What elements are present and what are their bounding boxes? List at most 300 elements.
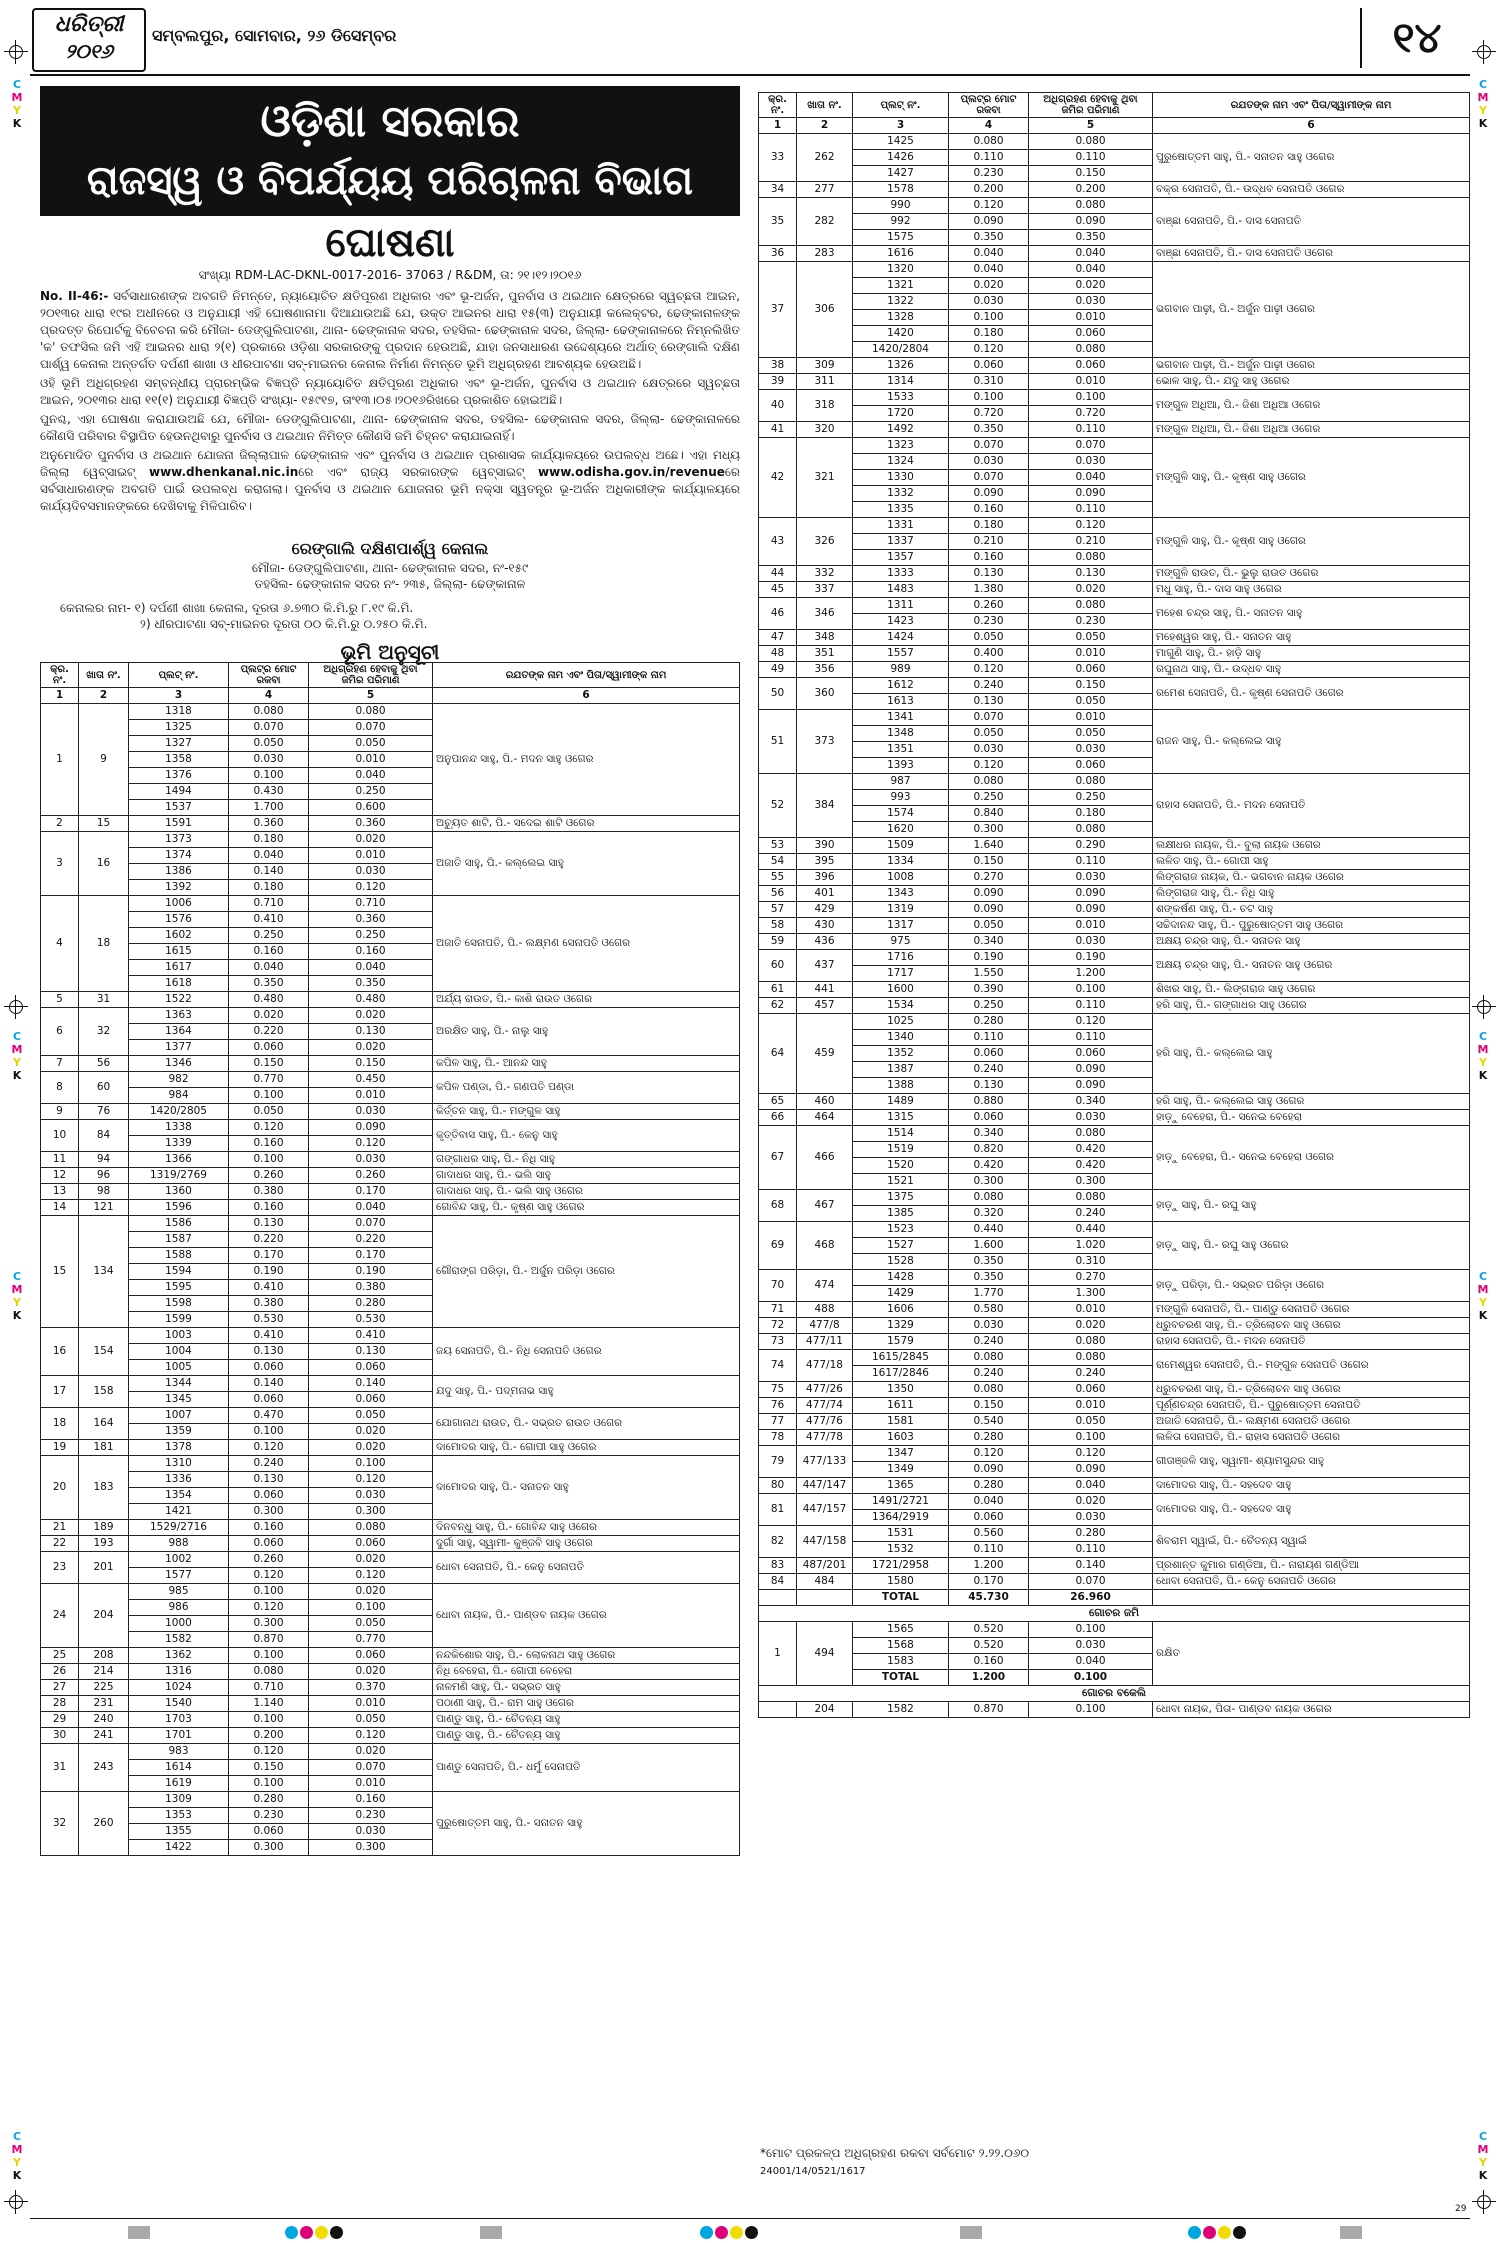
- plot-cell: 1360: [129, 1184, 229, 1200]
- print-gray-patch: [1340, 2224, 1362, 2238]
- khata-cell: 466: [797, 1126, 853, 1190]
- total-area-cell: 0.120: [229, 1600, 309, 1616]
- owner-name-cell: ରାଜନ ସାହୁ, ପି.- କଲ୍ଲେଇ ସାହୁ: [1153, 710, 1470, 774]
- plot-cell: 1386: [129, 864, 229, 880]
- acquire-area-cell: 0.010: [1029, 374, 1153, 390]
- table-row: [759, 934, 1470, 950]
- total-area-cell: 0.040: [949, 262, 1029, 278]
- total-area-cell: 0.720: [949, 406, 1029, 422]
- serial-cell: 18: [41, 1408, 79, 1440]
- plot-cell: 1577: [129, 1568, 229, 1584]
- table-row: [759, 422, 1470, 438]
- acquire-area-cell: 0.070: [1029, 1574, 1153, 1590]
- serial-cell: 51: [759, 710, 797, 774]
- table-row: [41, 1072, 740, 1088]
- owner-name-cell: ଗାଦାଧର ସାହୁ, ପି.- ଭଲି ସାହୁ: [433, 1168, 740, 1184]
- table-row: [759, 886, 1470, 902]
- acquire-area-cell: 0.060: [309, 1392, 433, 1408]
- acquire-area-cell: 0.030: [309, 864, 433, 880]
- table-row: [759, 1430, 1470, 1446]
- acquire-area-cell: 0.040: [1029, 1654, 1153, 1670]
- serial-cell: 74: [759, 1350, 797, 1382]
- serial-cell: 52: [759, 774, 797, 838]
- acquire-area-cell: 0.120: [309, 1568, 433, 1584]
- table-header-row: [41, 663, 740, 688]
- notice-paragraph-3: ପୁନଶ୍ଚ, ଏହା ଘୋଷଣା କରାଯାଉଅଛି ଯେ, ମୌଜା- ଡେଙ୍ଗୁଲିପାଟଣା, ଥାନା- ଢେଙ୍କାନାଳ ସଦର, ତହସିଲ- ଢେଙ୍କାନାଳ ସଦର, ଜିଲ୍ଲା- ଢେଙ୍କାନାଳରେ କୌଣସି ପରିବାର ବିସ୍ଥାପିତ ହେଉନଥିବାରୁ ପୁନର୍ବାସ ଓ ଥଇଥାନ ନିମିତ୍ତ କୌଣସି ଜମି ଚିହ୍ନଟ କରାଯାଇନାହିଁ।: [40, 412, 740, 443]
- serial-cell: 68: [759, 1190, 797, 1222]
- plot-cell: 1332: [853, 486, 949, 502]
- total-area-cell: 0.110: [949, 150, 1029, 166]
- total-area-cell: 0.350: [949, 1270, 1029, 1286]
- plot-cell: 1336: [129, 1472, 229, 1488]
- plot-cell: 1616: [853, 246, 949, 262]
- plot-cell: 1509: [853, 838, 949, 854]
- canal-project-title: ରେଙ୍ଗାଲି ଦକ୍ଷିଣପାର୍ଶ୍ୱ କେନାଲ: [291, 539, 489, 558]
- total-area-cell: 0.070: [229, 720, 309, 736]
- print-gray-patch: [128, 2224, 150, 2238]
- total-area-cell: 0.040: [229, 848, 309, 864]
- acquire-area-cell: 0.180: [1029, 806, 1153, 822]
- total-area-cell: 0.250: [949, 790, 1029, 806]
- plot-cell: 1420/2805: [129, 1104, 229, 1120]
- notice-paragraph-4: ଅନୁମୋଦିତ ପୁନର୍ବାସ ଓ ଥଇଥାନ ଯୋଜନା ଜିଲ୍ଲାପାଳ ଢେଙ୍କାନାଳ ଏବଂ ପୁନର୍ବାସ ଓ ଥଇଥାନ ପ୍ରଶାସକ କାର୍ଯ୍ୟାଳୟରେ ଉପଲବ୍ଧ ଅଛେ। ଏହା ମଧ୍ୟ ଜିଲ୍ଲା ୱେବ୍‌ସାଇଟ୍ www.dhenkanal.nic.inରେ ଏବଂ ରାଜ୍ୟ ସରକାରଙ୍କ ୱେବ୍‌ସାଇଟ୍ www.odisha.gov.in/revenueରେ ସର୍ବସାଧାରଣଙ୍କ ଅବଗତି ପାଇଁ ଉପଲବ୍ଧ କରାଗଲା। ପୁନର୍ବାସ ଓ ଥଇଥାନ ଯୋଜନାର ଭୂମି ନକ୍ସା ସ୍ୱତନ୍ତ୍ର ଭୂ-ଅର୍ଜନ ଅଧିକାରୀଙ୍କ କାର୍ଯ୍ୟାଳୟରେ କାର୍ଯ୍ୟଦିବସମାନଙ୍କରେ ଦେଖିବାକୁ ମିଳିପାରିବ।: [40, 448, 740, 513]
- acquire-area-cell: 0.220: [309, 1232, 433, 1248]
- serial-cell: 29: [41, 1712, 79, 1728]
- khata-cell: 204: [79, 1584, 129, 1648]
- khata-cell: 477/18: [797, 1350, 853, 1382]
- khata-cell: 429: [797, 902, 853, 918]
- serial-cell: 55: [759, 870, 797, 886]
- registration-crosshair-icon: [1472, 995, 1496, 1019]
- total-area-cell: 0.420: [949, 1158, 1029, 1174]
- khata-cell: 437: [797, 950, 853, 982]
- serial-cell: 71: [759, 1302, 797, 1318]
- total-area-cell: 0.280: [229, 1792, 309, 1808]
- owner-name-cell: ବକ୍ର ସେନାପତି, ପି.- ଉଦ୍ଧବ ସେନାପତି ଓଗେର: [1153, 182, 1470, 198]
- column-number-row: 1 2 3 4 5 6: [759, 118, 1470, 134]
- plot-cell: 1581: [853, 1414, 949, 1430]
- total-area-cell: 0.120: [949, 1446, 1029, 1462]
- khata-cell: 384: [797, 774, 853, 838]
- serial-cell: 27: [41, 1680, 79, 1696]
- total-area-cell: 1.550: [949, 966, 1029, 982]
- serial-cell: 45: [759, 582, 797, 598]
- plot-cell: 1615/2845: [853, 1350, 949, 1366]
- acquire-area-cell: 0.110: [1029, 502, 1153, 518]
- acquire-area-cell: 0.010: [1029, 1398, 1153, 1414]
- banner-line-2: ରାଜସ୍ୱ ଓ ବିପର୍ଯ୍ୟୟ ପରିଚାଳନା ବିଭାଗ: [86, 158, 694, 204]
- total-area-cell: 0.280: [949, 1014, 1029, 1030]
- serial-cell: 72: [759, 1318, 797, 1334]
- acquire-area-cell: 0.150: [1029, 678, 1153, 694]
- total-area-cell: 0.080: [229, 1664, 309, 1680]
- khata-cell: 464: [797, 1110, 853, 1126]
- plot-cell: 1574: [853, 806, 949, 822]
- khata-cell: 96: [79, 1168, 129, 1184]
- table-row: [759, 902, 1470, 918]
- bottom-rule: [30, 2218, 1470, 2219]
- plot-cell: 1527: [853, 1238, 949, 1254]
- acquire-area-cell: 0.070: [1029, 438, 1153, 454]
- plot-cell: 1024: [129, 1680, 229, 1696]
- khata-cell: 477/76: [797, 1414, 853, 1430]
- khata-cell: 460: [797, 1094, 853, 1110]
- total-area-cell: 0.350: [949, 1254, 1029, 1270]
- total-area-cell: 0.300: [229, 1616, 309, 1632]
- acquire-area-cell: 0.360: [309, 912, 433, 928]
- acquire-area-cell: 0.020: [1029, 582, 1153, 598]
- serial-cell: 16: [41, 1328, 79, 1376]
- plot-cell: 1344: [129, 1376, 229, 1392]
- total-area-cell: 0.060: [229, 1040, 309, 1056]
- plot-cell: 1319: [853, 902, 949, 918]
- small-page-number: 29: [1455, 2204, 1467, 2214]
- acquire-area-cell: 0.170: [309, 1184, 433, 1200]
- plot-cell: 1420/2804: [853, 342, 949, 358]
- total-area-cell: 0.100: [229, 1424, 309, 1440]
- cmyk-mark: C M Y K: [11, 78, 23, 130]
- khata-cell: 158: [79, 1376, 129, 1408]
- khata-cell: 396: [797, 870, 853, 886]
- total-area-sum: 1.200: [949, 1670, 1029, 1686]
- table-row: [759, 710, 1470, 726]
- owner-name-cell: ରମେଶ ସେନାପତି, ପି.- କୃଷ୍ଣ ସେନାପତି ଓଗେର: [1153, 678, 1470, 710]
- owner-name-cell: କିର୍ତ୍ତନ ସାହୁ, ପି.- ମଙ୍ଗୁଳ ସାହୁ: [433, 1104, 740, 1120]
- owner-name-cell: ରଘୁନାଥ ସାହୁ, ପି.- ଉଦ୍ଧବ ସାହୁ: [1153, 662, 1470, 678]
- acquire-area-cell: 0.030: [1029, 1110, 1153, 1126]
- khata-cell: 214: [79, 1664, 129, 1680]
- serial-cell: 15: [41, 1216, 79, 1328]
- acquire-area-cell: 0.010: [309, 1088, 433, 1104]
- owner-name-cell: ଅଜାତି ସେନାପତି, ପି.- ଲକ୍ଷ୍ମଣ ସେନାପତି ଓଗେର: [433, 896, 740, 992]
- total-area-cell: 0.130: [229, 1344, 309, 1360]
- acquire-area-cell: 0.030: [1029, 1510, 1153, 1526]
- total-area-cell: 0.340: [949, 1126, 1029, 1142]
- khata-cell: 348: [797, 630, 853, 646]
- owner-name-cell: ଶଙ୍କର୍ଷଣ ସାହୁ, ପି.- ଚଟ ସାହୁ: [1153, 902, 1470, 918]
- khata-cell: 31: [79, 992, 129, 1008]
- total-area-cell: 1.700: [229, 800, 309, 816]
- total-area-cell: 0.770: [229, 1072, 309, 1088]
- plot-cell: 1420: [853, 326, 949, 342]
- plot-cell: 1614: [129, 1760, 229, 1776]
- serial-cell: 30: [41, 1728, 79, 1744]
- total-area-cell: 0.160: [229, 1520, 309, 1536]
- table-header-row: [759, 93, 1470, 118]
- state-website-link[interactable]: www.odisha.gov.in/revenue: [538, 465, 725, 479]
- table-row: [759, 1558, 1470, 1574]
- owner-name-cell: ଭୋଳ ସାହୁ, ପି.- ଯଦୁ ସାହୁ ଓଗେର: [1153, 374, 1470, 390]
- acquire-area-cell: 0.100: [1029, 982, 1153, 998]
- acquire-area-cell: 0.420: [1029, 1158, 1153, 1174]
- acquire-area-cell: 0.020: [1029, 1494, 1153, 1510]
- serial-cell: 44: [759, 566, 797, 582]
- owner-name-cell: ଯୋଗାନାଥ ରାଉତ, ପି.- ସଭ୍ରତ ରାଉତ ଓଗେର: [433, 1408, 740, 1440]
- plot-cell: 1522: [129, 992, 229, 1008]
- plot-cell: 1309: [129, 1792, 229, 1808]
- acquire-area-cell: 0.050: [309, 1616, 433, 1632]
- plot-cell: 1537: [129, 800, 229, 816]
- gray-patch-icon: [960, 2226, 982, 2239]
- owner-name-cell: ଦାମୋଦର ସାହୁ, ପି.- ସହଦେବ ସାହୁ: [1153, 1478, 1470, 1494]
- plot-cell: 1337: [853, 534, 949, 550]
- khata-cell: 241: [79, 1728, 129, 1744]
- table-row: [759, 982, 1470, 998]
- total-area-cell: 0.060: [229, 1536, 309, 1552]
- khata-cell: 477/78: [797, 1430, 853, 1446]
- plot-cell: 1595: [129, 1280, 229, 1296]
- total-area-cell: 0.070: [949, 710, 1029, 726]
- plot-cell: 1345: [129, 1392, 229, 1408]
- plot-cell: 1617: [129, 960, 229, 976]
- total-area-cell: 0.410: [229, 912, 309, 928]
- total-area-cell: 0.120: [949, 758, 1029, 774]
- header-khata: ଖାତା ନଂ.: [797, 93, 853, 118]
- total-area-cell: 0.090: [949, 214, 1029, 230]
- total-area-cell: 0.030: [229, 752, 309, 768]
- total-area-cell: 0.410: [229, 1280, 309, 1296]
- district-website-link[interactable]: www.dhenkanal.nic.in: [149, 465, 299, 479]
- acquire-area-cell: 0.060: [309, 1360, 433, 1376]
- owner-name-cell: ରକ୍ଷିତ: [1153, 1622, 1470, 1686]
- plot-cell: 1582: [853, 1702, 949, 1718]
- serial-cell: 10: [41, 1120, 79, 1152]
- acquire-area-cell: 0.350: [1029, 230, 1153, 246]
- acquire-area-cell: 0.080: [1029, 1334, 1153, 1350]
- acquire-area-cell: 0.020: [309, 1584, 433, 1600]
- khata-cell: 373: [797, 710, 853, 774]
- masthead: [32, 8, 1472, 72]
- total-area-cell: 0.150: [949, 1398, 1029, 1414]
- plot-cell: 1529/2716: [129, 1520, 229, 1536]
- khata-cell: 488: [797, 1302, 853, 1318]
- plot-cell: 1000: [129, 1616, 229, 1632]
- plot-cell: 1325: [129, 720, 229, 736]
- total-area-cell: 0.060: [229, 1824, 309, 1840]
- plot-cell: 986: [129, 1600, 229, 1616]
- owner-name-cell: ହାଡ଼ୁ ପରିଡ଼ା, ପି.- ସଭ୍ରତ ପରିଡ଼ା ଓଗେର: [1153, 1270, 1470, 1302]
- canal-item-2: ୨) ଧୀରପାଟଣା ସବ୍-ମାଇନର ଦୂରତା ୦୦ କି.ମି.ରୁ ୦.୨୫୦ କି.ମି.: [140, 617, 428, 631]
- plot-cell: 1565: [853, 1622, 949, 1638]
- total-area-cell: 0.120: [229, 1440, 309, 1456]
- plot-cell: 1318: [129, 704, 229, 720]
- acquire-area-cell: 0.080: [309, 1520, 433, 1536]
- registration-crosshair-icon: [1472, 40, 1496, 64]
- serial-cell: 42: [759, 438, 797, 518]
- total-area-cell: 0.300: [229, 1504, 309, 1520]
- serial-cell: 21: [41, 1520, 79, 1536]
- serial-cell: 2: [41, 816, 79, 832]
- khata-cell: 283: [797, 246, 853, 262]
- acquire-area-cell: 0.020: [309, 1040, 433, 1056]
- total-area-cell: 0.120: [949, 342, 1029, 358]
- serial-cell: 39: [759, 374, 797, 390]
- plot-cell: 1716: [853, 950, 949, 966]
- owner-name-cell: ମଙ୍ଗୁଳି ସାହୁ, ପି.- କୃଷ୍ଣ ସାହୁ ଓଗେର: [1153, 438, 1470, 518]
- acquire-area-cell: 0.240: [1029, 1206, 1153, 1222]
- total-area-cell: 0.060: [949, 1110, 1029, 1126]
- acquire-area-cell: 0.150: [1029, 166, 1153, 182]
- owner-name-cell: ଧ୍ରୁବଚରଣ ସାହୁ, ପି.- ତ୍ରିଲୋଚନ ସାହୁ ଓଗେର: [1153, 1318, 1470, 1334]
- serial-cell: 37: [759, 262, 797, 358]
- acquire-area-cell: 0.020: [309, 1664, 433, 1680]
- header-plot: ପ୍ଲଟ୍ ନଂ.: [129, 663, 229, 688]
- total-area-cell: 0.160: [949, 502, 1029, 518]
- acquire-area-cell: 0.120: [309, 880, 433, 896]
- owner-name-cell: ଲିଙ୍ଗରାଜ ନାୟକ, ପି.- ଭଗବାନ ନାୟକ ଓଗେର: [1153, 870, 1470, 886]
- acquire-area-cell: 1.200: [1029, 966, 1153, 982]
- acquire-area-cell: 0.530: [309, 1312, 433, 1328]
- khata-cell: 430: [797, 918, 853, 934]
- acquire-area-cell: 0.100: [1029, 1702, 1153, 1718]
- acquire-area-cell: 0.080: [1029, 198, 1153, 214]
- total-area-cell: 0.240: [949, 1366, 1029, 1382]
- khata-cell: 282: [797, 198, 853, 246]
- total-area-cell: 0.080: [229, 704, 309, 720]
- owner-name-cell: ରାହାସ ସେନାପତି, ପି.- ମଦନ ସେନାପତି: [1153, 1334, 1470, 1350]
- owner-name-cell: ମହେଶ୍ୱର ସାହୁ, ପି.- ସନାତନ ସାହୁ: [1153, 630, 1470, 646]
- plot-cell: 1615: [129, 944, 229, 960]
- header-serial: କ୍ର. ନଂ.: [41, 663, 79, 688]
- total-area-cell: 0.100: [229, 1648, 309, 1664]
- total-label: TOTAL: [853, 1590, 949, 1606]
- acquire-area-cell: 0.030: [1029, 454, 1153, 470]
- acquire-area-cell: 0.010: [1029, 1302, 1153, 1318]
- owner-name-cell: ଶିବରାମ ସ୍ୱାଇଁ, ପି.- ଚୈତନ୍ୟ ସ୍ୱାଇଁ: [1153, 1526, 1470, 1558]
- table-row: [41, 1648, 740, 1664]
- total-area-cell: 0.060: [949, 358, 1029, 374]
- table-row: [41, 1104, 740, 1120]
- serial-cell: 25: [41, 1648, 79, 1664]
- plot-cell: 1618: [129, 976, 229, 992]
- plot-cell: 1321: [853, 278, 949, 294]
- acquire-area-cell: 1.300: [1029, 1286, 1153, 1302]
- total-area-cell: 0.160: [949, 1654, 1029, 1670]
- total-area-cell: 0.030: [949, 294, 1029, 310]
- khata-cell: 181: [79, 1440, 129, 1456]
- total-area-cell: 0.220: [229, 1024, 309, 1040]
- owner-name-cell: ପୁରୁଷୋତ୍ତମ ସାହୁ, ପି.- ସନାତନ ସାହୁ ଓଗେର: [1153, 134, 1470, 182]
- table-row: [759, 630, 1470, 646]
- gochar-bakeli-title: ଗୋଚର ବକେଲି: [759, 1686, 1470, 1702]
- plot-cell: 1385: [853, 1206, 949, 1222]
- acquire-area-cell: 0.100: [309, 1600, 433, 1616]
- acquire-area-cell: 0.040: [1029, 262, 1153, 278]
- total-area-cell: 0.180: [949, 518, 1029, 534]
- plot-cell: 1534: [853, 998, 949, 1014]
- registration-crosshair-icon: [4, 2190, 28, 2214]
- owner-name-cell: ପଠାଣୀ ସାହୁ, ପି.- ରାମ ସାହୁ ଓଗେର: [433, 1696, 740, 1712]
- khata-cell: 477/8: [797, 1318, 853, 1334]
- owner-name-cell: ଶିଖର ସାହୁ, ପି.- ଲିଙ୍ଗରାଜ ସାହୁ ଓଗେର: [1153, 982, 1470, 998]
- khata-cell: 225: [79, 1680, 129, 1696]
- plot-cell: 1005: [129, 1360, 229, 1376]
- total-area-cell: 0.110: [949, 1030, 1029, 1046]
- serial-cell: 77: [759, 1414, 797, 1430]
- table-row: [41, 832, 740, 848]
- table-row: [759, 1222, 1470, 1238]
- total-area-cell: 0.100: [229, 1152, 309, 1168]
- table-row: [759, 438, 1470, 454]
- serial-cell: 11: [41, 1152, 79, 1168]
- plot-cell: 1422: [129, 1840, 229, 1856]
- acquire-area-cell: 0.050: [1029, 726, 1153, 742]
- acquire-area-cell: 0.040: [309, 768, 433, 784]
- table-row: [759, 1494, 1470, 1510]
- plot-cell: 985: [129, 1584, 229, 1600]
- total-area-cell: 0.120: [229, 1120, 309, 1136]
- table-row: [759, 246, 1470, 262]
- owner-name-cell: ନାଳମଣି ସାହୁ, ପି.- ସଭ୍ରତ ସାହୁ: [433, 1680, 740, 1696]
- khata-cell: 134: [79, 1216, 129, 1328]
- plot-cell: 1721/2958: [853, 1558, 949, 1574]
- table-row: [41, 896, 740, 912]
- serial-cell: 48: [759, 646, 797, 662]
- acquire-area-cell: 0.310: [1029, 1254, 1153, 1270]
- table-row: [759, 1446, 1470, 1462]
- acquire-area-cell: 0.110: [1029, 1542, 1153, 1558]
- acquire-area-cell: 0.060: [1029, 358, 1153, 374]
- serial-cell: 60: [759, 950, 797, 982]
- acquire-area-cell: 0.020: [309, 1440, 433, 1456]
- total-area-cell: 0.080: [949, 1382, 1029, 1398]
- serial-cell: 32: [41, 1792, 79, 1856]
- total-area-cell: 1.770: [949, 1286, 1029, 1302]
- plot-cell: 1310: [129, 1456, 229, 1472]
- table-row: [759, 646, 1470, 662]
- plot-cell: 1315: [853, 1110, 949, 1126]
- acquire-area-cell: 0.600: [309, 800, 433, 816]
- total-area-cell: 0.040: [229, 960, 309, 976]
- khata-cell: 390: [797, 838, 853, 854]
- khata-cell: 326: [797, 518, 853, 566]
- total-area-cell: 0.050: [949, 726, 1029, 742]
- notice-paragraph-1: No. II-46:- ସର୍ବସାଧାରଣଙ୍କ ଅବଗତି ନିମନ୍ତେ, ନ୍ୟାୟୋଚିତ କ୍ଷତିପୂରଣ ଅଧିକାର ଏବଂ ଭୂ-ଅର୍ଜନ, ପୁନର୍ବାସ ଓ ଥଇଥାନ କ୍ଷେତ୍ରରେ ସ୍ୱଚ୍ଛତା ଆଇନ, ୨୦୧୩ର ଧାରା ୧୯ର ଅଧୀନରେ ଓ ଅନୁଯାୟୀ ଏହି ଘୋଷଣାନାମା ଦିଆଯାଉଅଛି ଯେ, ଉକ୍ତ ଆଇନର ଧାରା ୧୫(୩) ଅନୁଯାୟୀ କଲେକ୍ଟର, ଢେଙ୍କାନାଳଙ୍କ ପ୍ରଦତ୍ତ ରିପୋର୍ଟକୁ ବିବେଚନା କରି ମୌଜା- ଡେଙ୍ଗୁଲିପାଟଣା, ଥାନା- ଢେଙ୍କାନାଳ ସଦର, ତହସିଲ- ଢେଙ୍କାନାଳ ସଦର, ଜିଲ୍ଲା- ଢେଙ୍କାନାଳରେ ନିମ୍ନଲିଖିତ 'କ' ତଫସିଲ ଜମି ଏହି ଆଇନର ଧାରା ୨(୧) ପ୍ରକାରେ ଓଡ଼ିଶା ସରକାରଙ୍କୁ ପ୍ରଦାନ ହେଉଅଛି, ଯାହା ଜନସାଧାରଣ ଉଦ୍ଦେଶ୍ୟରେ ଅର୍ଥାତ୍ ରେଙ୍ଗାଲି ଦକ୍ଷିଣ ପାର୍ଶ୍ୱ କେନାଲ ଅନ୍ତର୍ଗତ ଦର୍ପଣୀ ଶାଖା ଓ ଧୀରପାଟଣା ସବ୍-ମାଇନର କେନାଲ ନିର୍ମାଣ ନିମନ୍ତେ ଭୂମି ଅଧିଗ୍ରହଣ ଆବଶ୍ୟକ ହେଉଅଛି।: [40, 289, 740, 371]
- serial-cell: 3: [41, 832, 79, 896]
- acquire-area-cell: 0.050: [1029, 630, 1153, 646]
- plot-cell: 1350: [853, 1382, 949, 1398]
- khata-cell: 60: [79, 1072, 129, 1104]
- plot-cell: 1533: [853, 390, 949, 406]
- acquire-area-cell: 0.200: [1029, 182, 1153, 198]
- khata-cell: 56: [79, 1056, 129, 1072]
- acquire-area-cell: 0.240: [1029, 1366, 1153, 1382]
- plot-cell: 1489: [853, 1094, 949, 1110]
- table-row: [759, 358, 1470, 374]
- khata-cell: 16: [79, 832, 129, 896]
- plot-cell: 1365: [853, 1478, 949, 1494]
- owner-name-cell: ଦାମୋଦର ସାହୁ, ପି.- ସହଦେବ ସାହୁ: [1153, 1494, 1470, 1526]
- total-area-cell: 0.160: [229, 944, 309, 960]
- owner-name-cell: ମଙ୍ଗୁଳି ରାଉତ, ପି.- ଭୁଲୁ ରାଉତ ଓଗେର: [1153, 566, 1470, 582]
- plot-cell: 1347: [853, 1446, 949, 1462]
- total-area-cell: 0.050: [949, 918, 1029, 934]
- total-area-cell: 0.410: [229, 1328, 309, 1344]
- serial-cell: 43: [759, 518, 797, 566]
- owner-name-cell: ଅଚ୍ୟୁତ ଶାଟି, ପି.- ସଦେଇ ଶାଟି ଓଗେର: [433, 816, 740, 832]
- serial-cell: 7: [41, 1056, 79, 1072]
- total-area-cell: 0.390: [949, 982, 1029, 998]
- plot-cell: 1600: [853, 982, 949, 998]
- plot-cell: 1424: [853, 630, 949, 646]
- total-area-cell: 0.080: [949, 1350, 1029, 1366]
- plot-cell: 982: [129, 1072, 229, 1088]
- plot-cell: 1327: [129, 736, 229, 752]
- serial-cell: 73: [759, 1334, 797, 1350]
- government-banner: [40, 86, 740, 216]
- khata-cell: 468: [797, 1222, 853, 1270]
- total-area-cell: 0.220: [229, 1232, 309, 1248]
